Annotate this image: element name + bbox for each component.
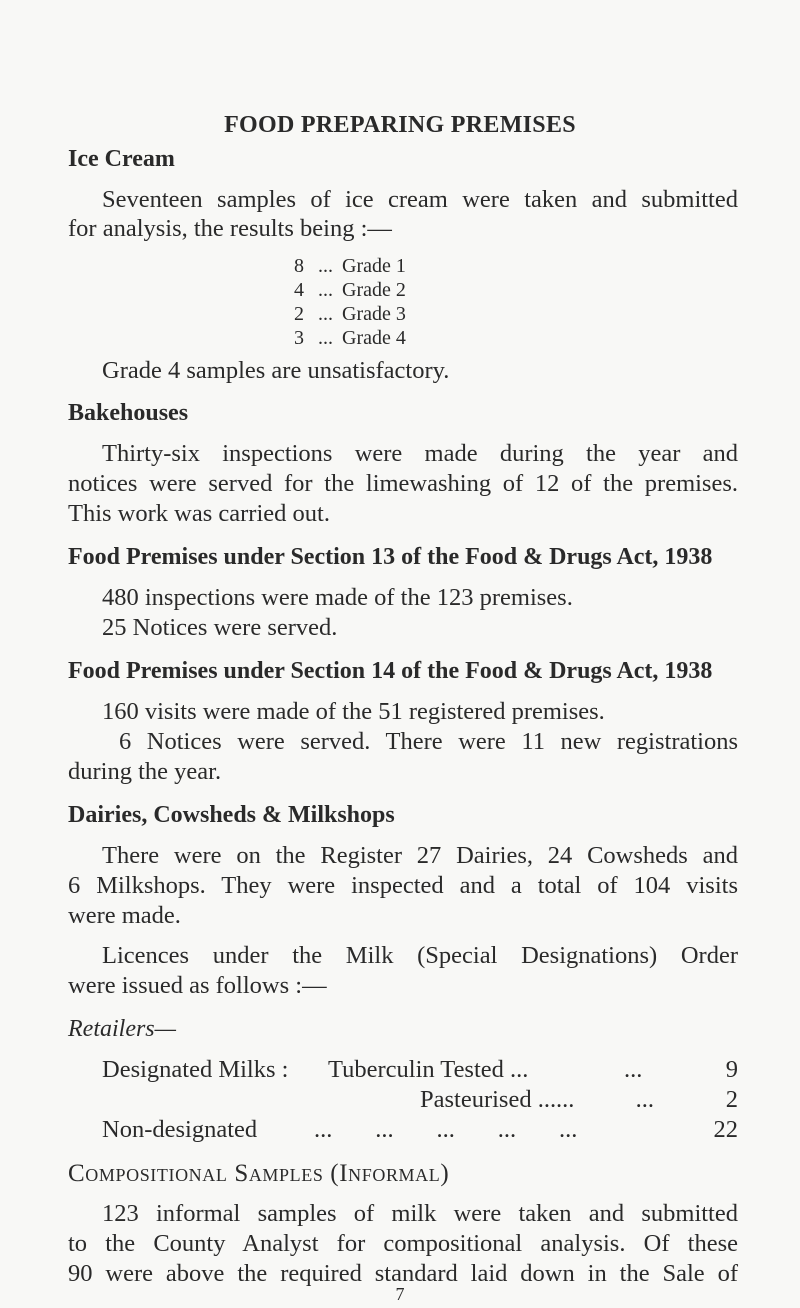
grade-dots: ...	[318, 303, 333, 325]
section-14-line-2: 6 Notices were served. There were 11 new registrations	[119, 728, 738, 755]
grade-dots: ...	[318, 255, 333, 277]
retailers-heading: Retailers—	[68, 1016, 176, 1042]
row-dots: ... ... ... ... ...	[314, 1116, 578, 1143]
dairies-p2-line-1: Licences under the Milk (Special Designations) Order	[102, 942, 738, 969]
ice-cream-note: Grade 4 samples are unsatisfactory.	[102, 357, 450, 384]
non-designated-label: Non-designated	[102, 1116, 258, 1143]
ice-cream-heading: Ice Cream	[68, 146, 175, 172]
tuberculin-tested-value: 9	[725, 1056, 738, 1083]
bakehouses-line-3: This work was carried out.	[68, 500, 330, 527]
bakehouses-heading: Bakehouses	[68, 400, 189, 426]
section-13-line-1: 480 inspections were made of the 123 premises.	[102, 584, 573, 611]
ice-cream-line-1: Seventeen samples of ice cream were taken and submitted	[102, 186, 738, 213]
compositional-line-1: 123 informal samples of milk were taken and submitted	[102, 1200, 738, 1227]
compositional-heading: Compositional Samples (Informal)	[68, 1160, 450, 1187]
non-designated-value: 22	[713, 1116, 738, 1143]
grade-dots: ...	[318, 279, 333, 301]
grade-count: 8	[294, 255, 304, 277]
grade-label: Grade 3	[342, 303, 406, 325]
tuberculin-tested-item: Tuberculin Tested ...	[328, 1056, 529, 1083]
section-13-line-2: 25 Notices were served.	[102, 614, 338, 641]
dairies-p1-line-3: were made.	[68, 902, 181, 929]
compositional-line-2: to the County Analyst for compositional analysis. Of these	[68, 1230, 738, 1257]
grade-label: Grade 2	[342, 279, 406, 301]
row-dots: ...	[624, 1056, 643, 1083]
section-14-line-3: during the year.	[68, 758, 222, 785]
grade-count: 4	[294, 279, 304, 301]
bakehouses-line-1: Thirty-six inspections were made during the year and	[102, 440, 738, 467]
bakehouses-line-2: notices were served for the limewashing of 12 of the premises.	[68, 470, 738, 497]
section-14-heading: Food Premises under Section 14 of the Food & Drugs Act, 1938	[68, 658, 713, 684]
dairies-p1-line-1: There were on the Register 27 Dairies, 24 Cowsheds and	[102, 842, 738, 869]
pasteurised-item: Pasteurised ...	[420, 1086, 557, 1113]
ice-cream-line-2: for analysis, the results being :—	[68, 215, 392, 242]
section-14-line-1: 160 visits were made of the 51 registered premises.	[102, 698, 605, 725]
grade-label: Grade 1	[342, 255, 406, 277]
row-dots: ... ...	[556, 1086, 654, 1113]
designated-milks-label: Designated Milks :	[102, 1056, 289, 1083]
compositional-line-3: 90 were above the required standard laid down in the Sale of	[68, 1260, 738, 1287]
dairies-heading: Dairies, Cowsheds & Milkshops	[68, 802, 395, 828]
page-title: FOOD PREPARING PREMISES	[224, 112, 576, 138]
section-13-heading: Food Premises under Section 13 of the Food & Drugs Act, 1938	[68, 544, 713, 570]
grade-label: Grade 4	[342, 327, 406, 349]
dairies-p1-line-2: 6 Milkshops. They were inspected and a total of 104 visits	[68, 872, 738, 899]
grade-count: 2	[294, 303, 304, 325]
pasteurised-value: 2	[725, 1086, 738, 1113]
dairies-p2-line-2: were issued as follows :—	[68, 972, 327, 999]
page-number: 7	[395, 1284, 405, 1304]
grade-count: 3	[294, 327, 304, 349]
grade-dots: ...	[318, 327, 333, 349]
